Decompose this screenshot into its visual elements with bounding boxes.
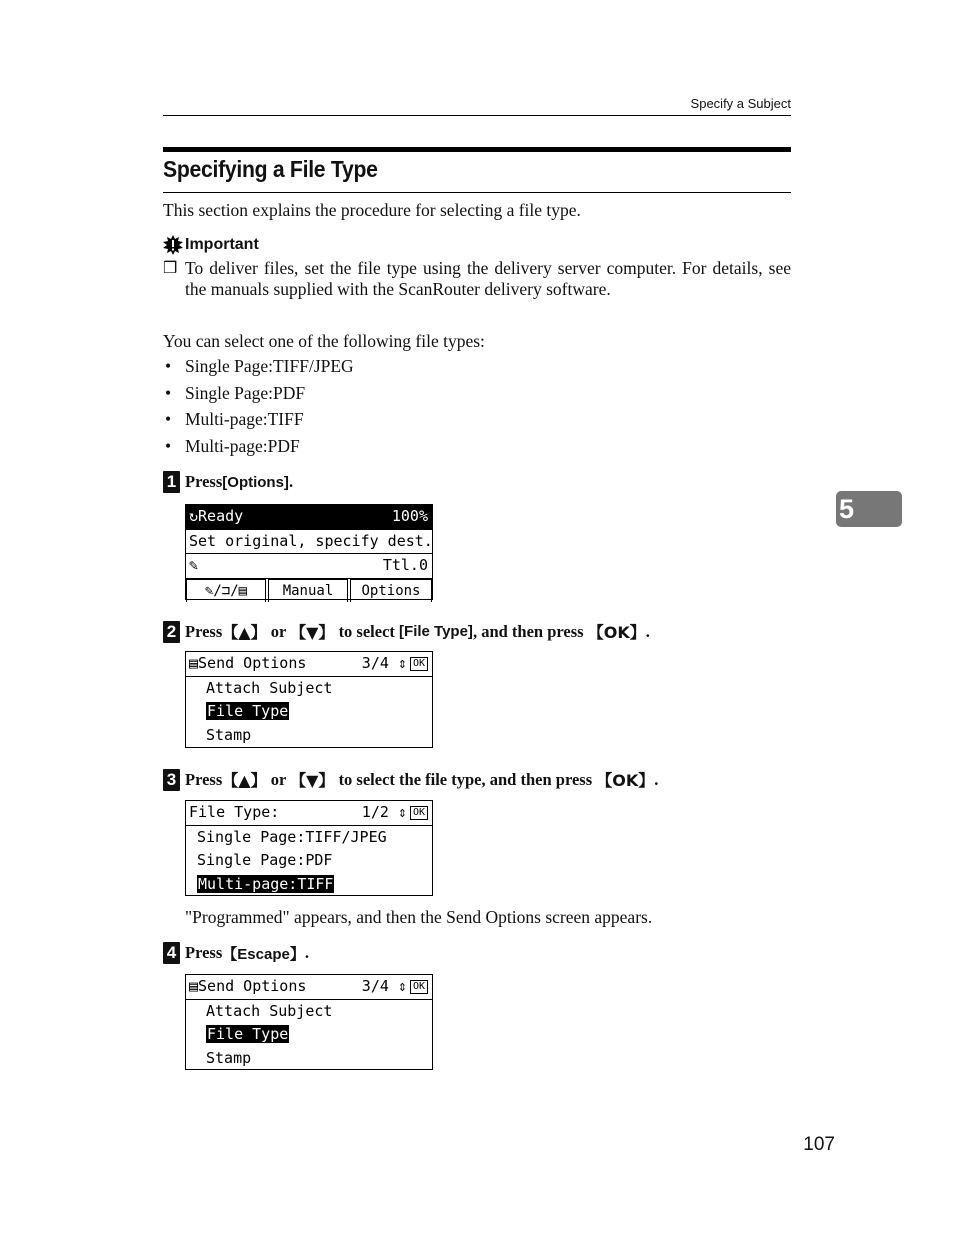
lcd-message-row bbox=[186, 530, 432, 555]
important-icon bbox=[163, 235, 183, 255]
softkey-manual[interactable]: Manual bbox=[268, 579, 348, 602]
lcd-menu-item[interactable]: Attach Subject bbox=[206, 1001, 333, 1020]
lcd-menu-item[interactable]: Stamp bbox=[206, 1048, 252, 1067]
lcd-status-row bbox=[186, 505, 432, 530]
destination-icon: ✎ bbox=[189, 556, 199, 574]
important-label: Important bbox=[185, 236, 259, 253]
step-text: . bbox=[288, 472, 294, 491]
step-4: 4 Press 【Escape】 . bbox=[163, 942, 309, 964]
step-number: 2 bbox=[163, 621, 180, 643]
lcd-menu-item-selected[interactable]: File Type bbox=[207, 1025, 289, 1043]
ok-key: 【OK】 bbox=[596, 771, 655, 790]
lcd-zoom: 100% bbox=[391, 507, 428, 525]
step-text: Press bbox=[185, 472, 223, 491]
step-number: 4 bbox=[163, 942, 180, 964]
up-key: 【▲】 bbox=[222, 771, 267, 790]
lcd-status: Ready bbox=[198, 507, 244, 525]
dest-icon: ✎ bbox=[204, 582, 214, 599]
lcd-screen-send-options bbox=[185, 651, 433, 748]
list-icon: ▤ bbox=[189, 977, 199, 995]
intro-text: This section explains the procedure for selecting a file type. bbox=[163, 200, 581, 220]
lcd-screen-send-options-return bbox=[185, 974, 433, 1070]
step-number: 3 bbox=[163, 769, 180, 791]
options-key: [Options] bbox=[222, 473, 289, 491]
important-heading bbox=[163, 235, 259, 255]
lcd-menu-item[interactable]: Single Page:TIFF/JPEG bbox=[197, 827, 387, 846]
page-number: 107 bbox=[803, 1134, 835, 1155]
up-key: 【▲】 bbox=[222, 623, 267, 642]
lcd-header-row: ▤Send Options 3/4 ⇕ OK bbox=[186, 975, 432, 1000]
important-text: To deliver files, set the file type using the delivery server computer. For details, see the manuals supplied with the ScanRouter delivery software. bbox=[185, 258, 791, 299]
file-type-key: [File Type] bbox=[399, 623, 473, 640]
list-item: • Multi-page:TIFF bbox=[163, 409, 354, 436]
step-number: 1 bbox=[163, 471, 180, 493]
lcd-menu-item[interactable]: Attach Subject bbox=[206, 678, 333, 697]
file-types-intro: You can select one of the following file types: bbox=[163, 331, 485, 351]
step-3: 3 Press 【▲】 or 【▼】 to select the file type, and then press 【OK】 . bbox=[163, 768, 658, 791]
list-item: • Single Page:TIFF/JPEG bbox=[163, 356, 354, 383]
title-bar bbox=[163, 147, 791, 152]
lcd-menu-item[interactable]: Single Page:PDF bbox=[197, 851, 333, 869]
document-icon: ▤ bbox=[238, 582, 248, 599]
ok-icon: OK bbox=[410, 980, 428, 994]
list-icon: ▤ bbox=[189, 654, 199, 672]
lcd-softkeys bbox=[186, 579, 432, 602]
lcd-screen-ready bbox=[185, 504, 433, 600]
down-key: 【▼】 bbox=[290, 623, 335, 642]
lcd-message: Set original, specify dest. bbox=[189, 531, 433, 550]
ok-icon: OK bbox=[410, 657, 428, 671]
lcd-menu-item-selected[interactable]: Multi-page:TIFF bbox=[198, 874, 334, 893]
programmed-note: "Programmed" appears, and then the Send Options screen appears. bbox=[185, 907, 653, 927]
escape-key: 【Escape】 bbox=[222, 945, 305, 963]
step-2: 2 Press 【▲】 or 【▼】 to select [File Type] , and then press 【OK】 . bbox=[163, 620, 650, 643]
up-down-icon: ⇕ bbox=[397, 803, 407, 821]
ok-icon: OK bbox=[410, 806, 428, 820]
checkbox-icon: ❒ bbox=[163, 260, 178, 277]
header-rule bbox=[163, 115, 791, 116]
lcd-menu-item[interactable]: Stamp bbox=[206, 725, 252, 744]
lcd-screen-file-type bbox=[185, 800, 433, 896]
lcd-menu-item-selected[interactable]: File Type bbox=[207, 702, 289, 720]
ready-icon: ↻ bbox=[189, 507, 199, 525]
title-rule bbox=[163, 192, 791, 193]
lcd-header-row: File Type: 1/2 ⇕ OK bbox=[186, 801, 432, 826]
up-down-icon: ⇕ bbox=[397, 977, 407, 995]
lcd-total-row bbox=[186, 554, 432, 579]
section-title: Specifying a File Type bbox=[163, 156, 378, 182]
file-type-list bbox=[163, 356, 354, 462]
step-1 bbox=[163, 471, 293, 493]
softkey-options[interactable]: Options bbox=[350, 579, 432, 602]
down-key: 【▼】 bbox=[290, 771, 335, 790]
list-item: • Single Page:PDF bbox=[163, 383, 354, 410]
softkey-destination[interactable]: ✎/⊐/▤ bbox=[186, 579, 266, 602]
chapter-tab: 5 bbox=[836, 491, 902, 527]
lcd-header-row: ▤Send Options 3/4 ⇕ OK bbox=[186, 652, 432, 677]
ok-key: 【OK】 bbox=[587, 623, 646, 642]
list-item: • Multi-page:PDF bbox=[163, 436, 354, 463]
lcd-total: Ttl.0 bbox=[382, 556, 428, 574]
running-head: Specify a Subject bbox=[690, 96, 791, 111]
up-down-icon: ⇕ bbox=[397, 654, 407, 672]
